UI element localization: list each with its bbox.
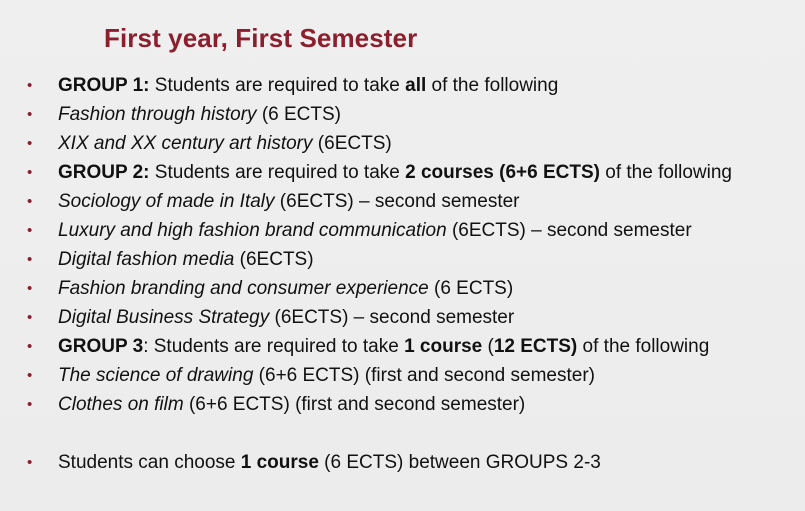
- bullet-icon: •: [27, 251, 33, 268]
- course-name: The science of drawing: [58, 365, 254, 386]
- course-credits: (6ECTS) – second semester: [446, 220, 692, 241]
- list-item-course: [0, 303, 805, 332]
- group-label: GROUP 2:: [58, 162, 150, 183]
- bullet-icon: •: [27, 164, 33, 181]
- bullet-icon: •: [27, 396, 33, 413]
- list-item-course: [0, 245, 805, 274]
- bullet-icon: •: [27, 338, 33, 355]
- course-text: [58, 187, 520, 216]
- course-name: Digital fashion media: [58, 249, 235, 270]
- course-text: [58, 129, 392, 158]
- course-text: [58, 216, 692, 245]
- bullet-icon: •: [27, 222, 33, 239]
- course-credits: (6+6 ECTS) (first and second semester): [253, 365, 595, 386]
- list-item-course: [0, 129, 805, 158]
- slide-title: First year, First Semester: [104, 23, 418, 53]
- list-item-course: [0, 216, 805, 245]
- list-item-choice-note: [0, 448, 805, 477]
- course-text: [58, 361, 595, 390]
- bullet-icon: •: [27, 193, 33, 210]
- course-name: Sociology of made in Italy: [58, 191, 275, 212]
- course-name: Clothes on film: [58, 394, 184, 415]
- list-item-course: [0, 100, 805, 129]
- list-item-course: [0, 361, 805, 390]
- group-label: GROUP 3: [58, 336, 144, 357]
- bullet-icon: •: [27, 135, 33, 152]
- course-name: Digital Business Strategy: [58, 307, 270, 328]
- group-label: GROUP 1:: [58, 75, 150, 96]
- group-1-text: GROUP 1: Students are required to take all of the following: [58, 75, 559, 96]
- course-name: Fashion branding and consumer experience: [58, 278, 429, 299]
- bullet-icon: •: [27, 454, 33, 471]
- bullet-icon: •: [27, 106, 33, 123]
- course-name: XIX and XX century art history: [58, 133, 313, 154]
- course-credits: (6 ECTS): [428, 278, 514, 299]
- course-list: [0, 71, 805, 477]
- course-credits: (6 ECTS): [256, 104, 342, 125]
- bullet-icon: •: [27, 367, 33, 384]
- list-item-course: [0, 187, 805, 216]
- course-credits: (6ECTS): [312, 133, 392, 154]
- bullet-icon: •: [27, 280, 33, 297]
- group-2-text: GROUP 2: Students are required to take 2 courses (6+6 ECTS) of the following: [58, 162, 732, 183]
- list-item-course: [0, 274, 805, 303]
- list-item-group-2: [0, 158, 805, 187]
- course-credits: (6ECTS) – second semester: [274, 191, 520, 212]
- course-name: Luxury and high fashion brand communication: [58, 220, 447, 241]
- group-3-text: GROUP 3: Students are required to take 1 course (12 ECTS) of the following: [58, 336, 710, 357]
- choice-note-text: Students can choose 1 course (6 ECTS) between GROUPS 2-3: [58, 452, 601, 473]
- list-item-group-1: [0, 71, 805, 100]
- course-name: Fashion through history: [58, 104, 257, 125]
- list-item-course: [0, 390, 805, 419]
- course-text: [58, 390, 525, 419]
- course-text: [58, 274, 513, 303]
- course-credits: (6ECTS) – second semester: [269, 307, 515, 328]
- bullet-icon: •: [27, 309, 33, 326]
- course-credits: (6ECTS): [234, 249, 314, 270]
- course-text: [58, 303, 514, 332]
- course-credits: (6+6 ECTS) (first and second semester): [183, 394, 526, 415]
- course-text: [58, 245, 314, 274]
- course-text: [58, 100, 341, 129]
- list-item-group-3: [0, 332, 805, 361]
- bullet-icon: •: [27, 77, 33, 94]
